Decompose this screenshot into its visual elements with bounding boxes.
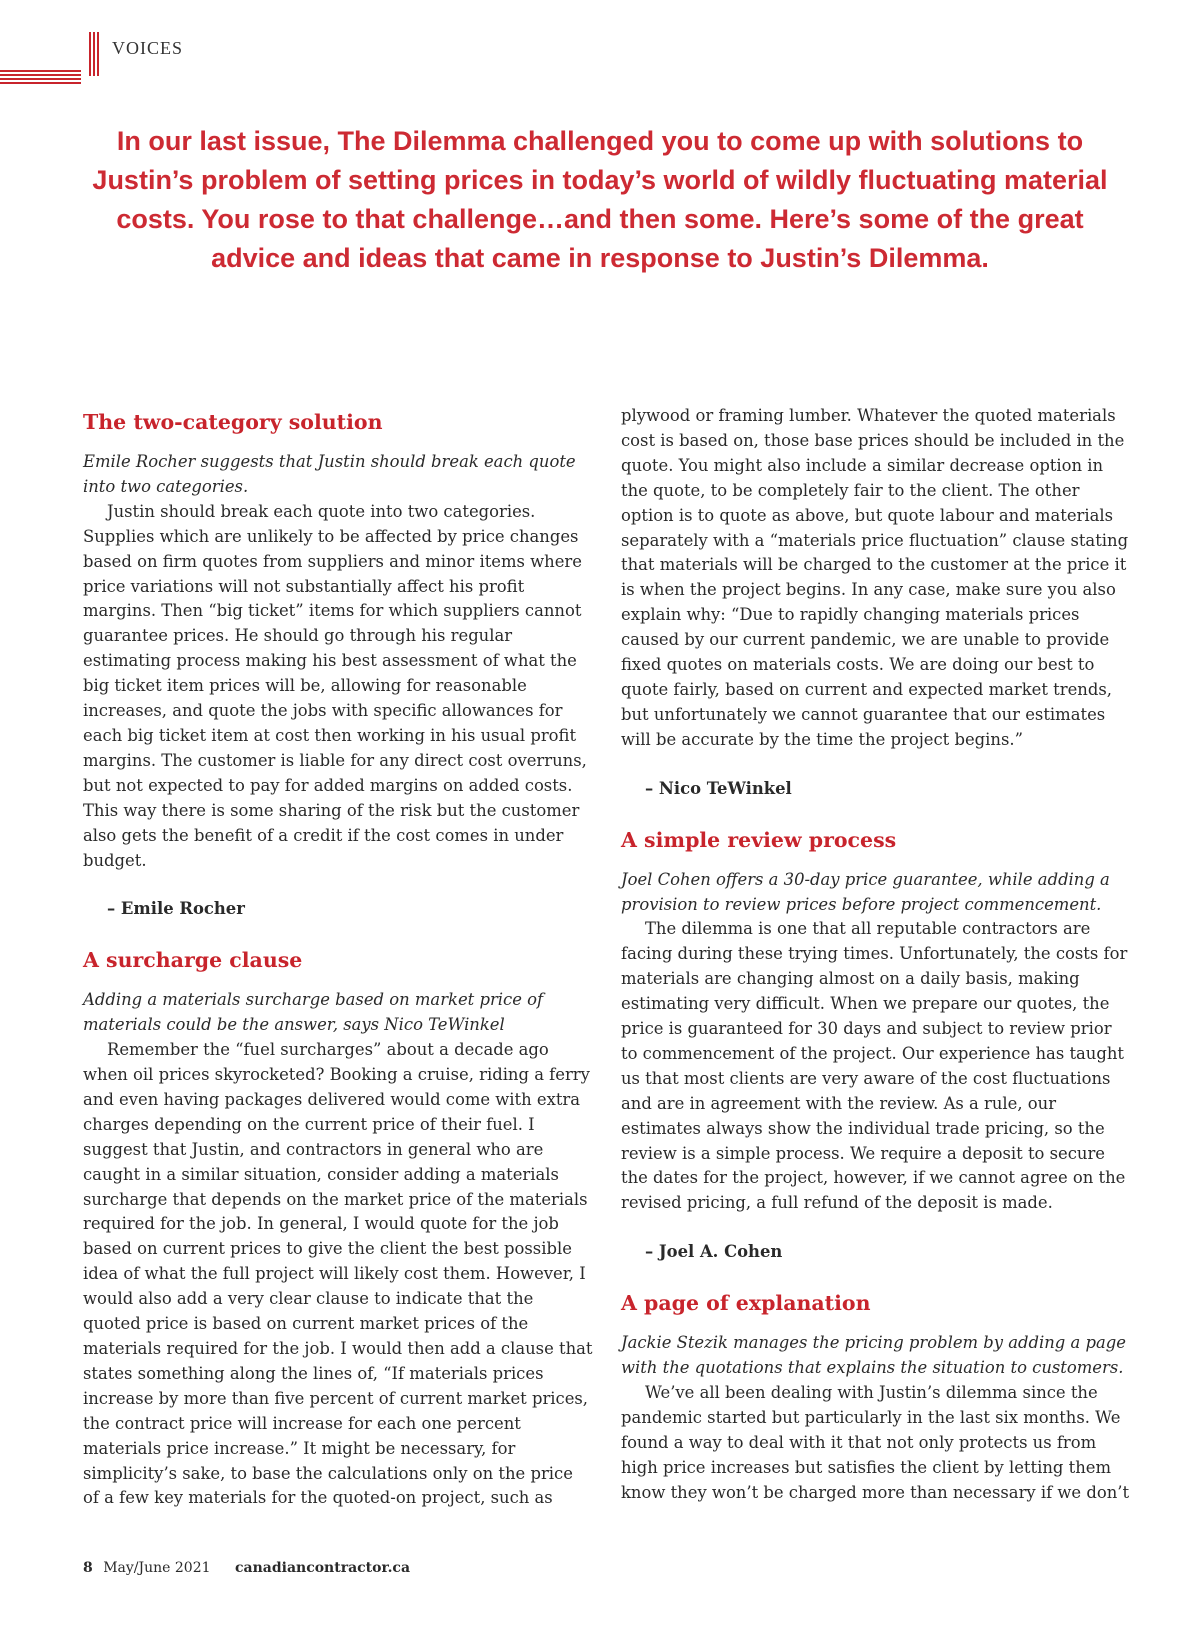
issue-date: May/June 2021 — [103, 1560, 211, 1576]
section-body: Justin should break each quote into two categories. Supplies which are unlikely to be affected by price changes based on firm quotes from suppliers and minor items where price variations will not substantially affect his profit margins. Then “big ticket” items for which suppliers cannot guarantee prices. He should go through his regular estimating process making his best assessment of what the big ticket item prices will be, allowing for reasonable increases, and quote the jobs with specific allowances for each big ticket item at cost then working in his usual profit margins. The customer is liable for any direct cost overruns, but not expected to pay for added margins on added costs. This way there is some sharing of the risk but the customer also gets the benefit of a credit if the cost comes in under budget. — [83, 501, 587, 870]
header-bar — [93, 32, 95, 76]
section-body: The dilemma is one that all reputable contractors are facing during these trying times. Unfortunately, the costs for materials are changing almost on a daily basis, making estimating very difficult. When we prepare our quotes, the price is guaranteed for 30 days and subject to review prior to commencement of the project. Our experience has taught us that most clients are very aware of the cost fluctuations and are in agreement with the review. As a rule, our estimates always show the individual trade pricing, so the review is a simple process. We require a deposit to secure the dates for the project, however, if we cannot agree on the revised pricing, a full refund of the deposit is made. — [621, 919, 1128, 1213]
website: canadiancontractor.ca — [234, 1560, 411, 1576]
right-column — [621, 404, 1131, 1506]
section-label: VOICES — [112, 38, 184, 58]
section-heading: A surcharge clause — [83, 948, 303, 973]
header-rule — [0, 70, 81, 72]
section-header — [0, 30, 260, 76]
section-heading: A simple review process — [621, 827, 897, 852]
header-rule — [0, 74, 81, 76]
header-bar — [97, 32, 99, 76]
header-rule — [0, 78, 81, 80]
author-signature: – Emile Rocher — [107, 899, 245, 919]
section-body: Remember the “fuel surcharges” about a decade ago when oil prices skyrocketed? Booking a cruise, riding a ferry and even having packages delivered would come with extra charges depending on the current price of their fuel. I suggest that Justin, and contractors in general who are caught in a similar situation, consider adding a materials surcharge that depends on the market price of the materials required for the job. In general, I would quote for the job based on current prices to give the client the best possible idea of what the full project will likely cost them. However, I would also add a very clear clause to indicate that the quoted price is based on current market prices of the materials required for the job. I would then add a clause that states something along the lines of, “If materials prices increase by more than five percent of current market prices, the contract price will increase for each one percent materials price increase.” It might be necessary, for simplicity’s sake, to base the calculations only on the price of a few key materials for the quoted-on project, such as — [83, 1040, 593, 1508]
deck-intro: In our last issue, The Dilemma challenged you to come up with solutions to Justin’s problem of setting prices in today’s world of wildly fluctuating material costs. You rose to that challenge…and then some. Here’s some of the great advice and ideas that came in response to Justin’s Dilemma. — [92, 126, 1108, 273]
section-intro: Jackie Stezik manages the pricing problem by adding a page with the quotations that explains the situation to customers. — [621, 1333, 1126, 1378]
left-column — [83, 408, 593, 1511]
section-heading: The two-category solution — [83, 410, 383, 434]
section-heading: A page of explanation — [621, 1291, 871, 1316]
section-intro: Joel Cohen offers a 30-day price guarantee, while adding a provision to review prices before project commencement. — [621, 869, 1110, 914]
author-signature: – Joel A. Cohen — [645, 1242, 783, 1262]
section-body: plywood or framing lumber. Whatever the quoted materials cost is based on, those base prices should be included in the quote. You might also include a similar decrease option in the quote, to be completely fair to the client. The other option is to quote as above, but quote labour and materials separately with a “materials price fluctuation” clause stating that materials will be charged to the customer at the price it is when the project begins. In any case, make sure you also explain why: “Due to rapidly changing materials prices caused by our current pandemic, we are unable to provide fixed quotes on materials costs. We are doing our best to quote fairly, based on current and expected market trends, but unfortunately we cannot guarantee that our estimates will be accurate by the time the project begins.” — [621, 406, 1129, 749]
header-bar — [89, 32, 91, 76]
page-footer — [83, 1560, 410, 1576]
author-signature: – Nico TeWinkel — [645, 778, 792, 798]
section-intro: Adding a materials surcharge based on market price of materials could be the answer, says Nico TeWinkel — [83, 990, 544, 1035]
page-number: 8 — [83, 1560, 93, 1576]
section-body: We’ve all been dealing with Justin’s dilemma since the pandemic started but particularly in the last six months. We found a way to deal with it that not only protects us from high price increases but satisfies the client by letting them know they won’t be charged more than necessary if we don’t — [621, 1383, 1130, 1502]
section-intro: Emile Rocher suggests that Justin should break each quote into two categories. — [83, 452, 576, 496]
header-rule — [0, 82, 81, 84]
